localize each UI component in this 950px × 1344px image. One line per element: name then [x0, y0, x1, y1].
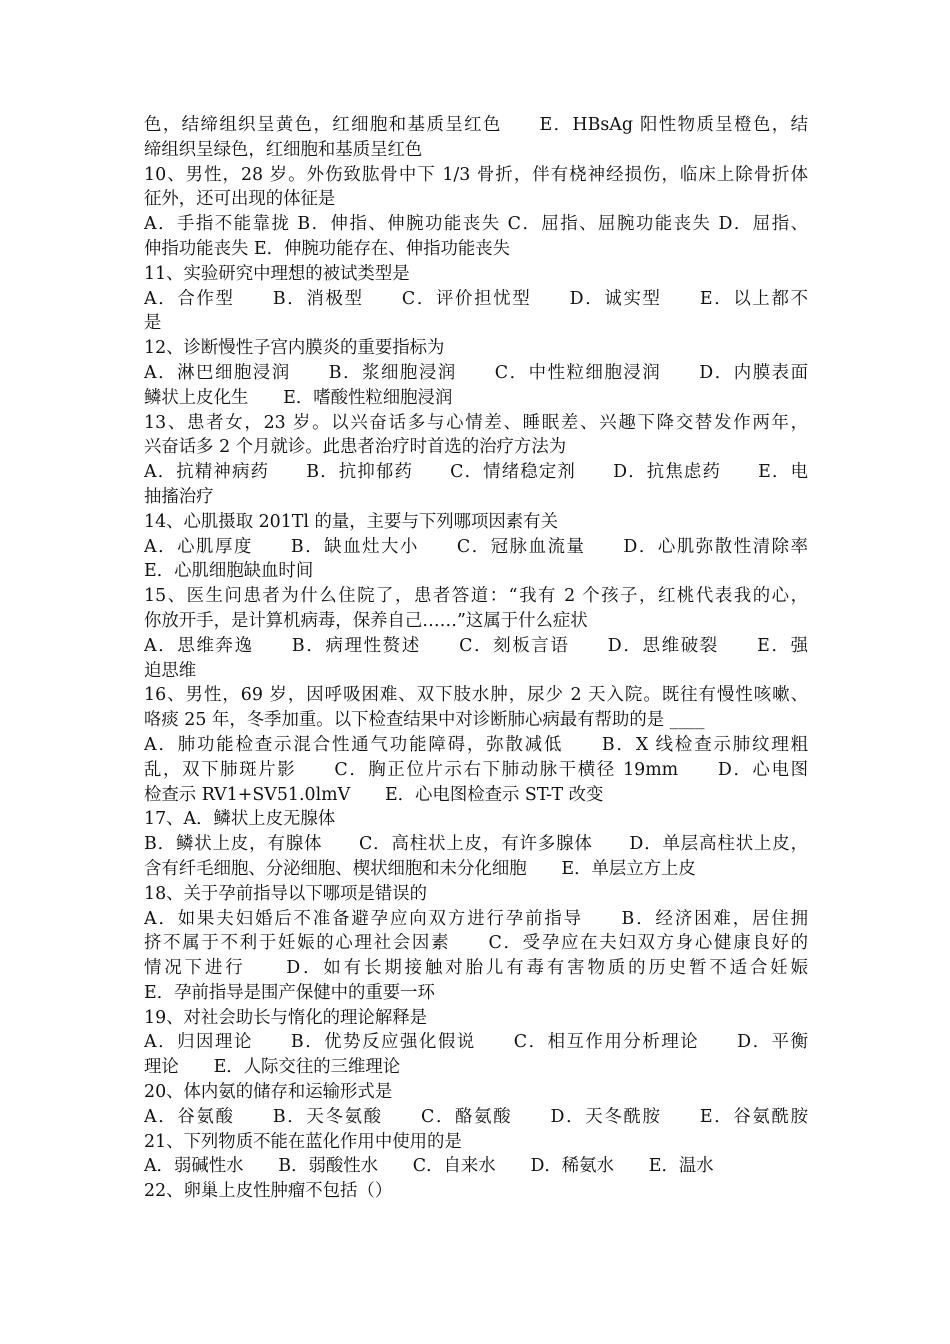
text-line: 乱，双下肺斑片影 C．胸正位片示右下肺动脉干横径 19mm D．心电图: [144, 759, 808, 780]
text-line: 兴奋话多 2 个月就诊。此患者治疗时首选的治疗方法为: [144, 437, 567, 458]
text-line: A．抗精神病药 B．抗抑郁药 C．情绪稳定剂 D．抗焦虑药 E．电: [144, 462, 808, 483]
text-line: 你放开手，是计算机病毒，保养自己……”这属于什么症状: [144, 610, 588, 631]
text-line: 11、实验研究中理想的被试类型是: [144, 263, 410, 284]
text-line: 14、心肌摄取 201Tl 的量，主要与下列哪项因素有关: [144, 511, 558, 532]
text-line: 22、卵巢上皮性肿瘤不包括（）: [144, 1181, 393, 1202]
text-line: 咯痰 25 年，冬季加重。以下检查结果中对诊断肺心病最有帮助的是 ____: [144, 710, 705, 731]
text-line: 17、A．鳞状上皮无腺体: [144, 809, 336, 830]
text-line: E．心肌细胞缺血时间: [144, 561, 314, 582]
text-line: 检查示 RV1+SV51.0lmV E．心电图检查示 ST-T 改变: [144, 784, 604, 805]
text-line: A．归因理论 B．优势反应强化假说 C．相互作用分析理论 D．平衡: [144, 1032, 808, 1053]
text-line: 13、患者女，23 岁。以兴奋话多与心情差、睡眠差、兴趣下降交替发作两年，: [144, 412, 808, 433]
text-line: 19、对社会助长与惰化的理论解释是: [144, 1007, 427, 1028]
text-line: A．思维奔逸 B．病理性赘述 C．刻板言语 D．思维破裂 E．强: [144, 635, 808, 656]
text-line: 15、医生问患者为什么住院了，患者答道：“我有 2 个孩子，红桃代表我的心，: [144, 586, 808, 607]
text-line: 抽搐治疗: [144, 486, 214, 507]
text-line: 10、男性，28 岁。外伤致肱骨中下 1/3 骨折，伴有桡神经损伤，临床上除骨折体: [144, 164, 808, 185]
text-line: 迫思维: [144, 660, 197, 681]
text-line: 12、诊断慢性子宫内膜炎的重要指标为: [144, 338, 445, 359]
text-line: 挤不属于不利于妊娠的心理社会因素 C．受孕应在夫妇双方身心健康良好的: [144, 933, 808, 954]
text-line: A．合作型 B．消极型 C．评价担忧型 D．诚实型 E．以上都不: [144, 288, 808, 309]
text-line: A．手指不能靠拢 B．伸指、伸腕功能丧失 C．屈指、屈腕功能丧失 D．屈指、: [144, 214, 808, 235]
text-line: 征外，还可出现的体征是: [144, 189, 336, 210]
text-line: 色，结缔组织呈黄色，红细胞和基质呈红色 E．HBsAg 阳性物质呈橙色，结: [144, 115, 808, 135]
text-line: 情况下进行 D．如有长期接触对胎儿有毒有害物质的历史暂不适合妊娠: [144, 958, 808, 979]
text-line: 鳞状上皮化生 E．嗜酸性粒细胞浸润: [144, 387, 453, 408]
text-line: 是: [144, 313, 162, 334]
text-line: 伸指功能丧失 E．伸腕功能存在、伸指功能丧失: [144, 238, 511, 259]
document-body: [144, 113, 808, 1204]
text-line: A．肺功能检查示混合性通气功能障碍，弥散减低 B．X 线检查示肺纹理粗: [144, 734, 808, 755]
text-line: 含有纤毛细胞、分泌细胞、楔状细胞和未分化细胞 E．单层立方上皮: [144, 858, 696, 879]
text-line: 理论 E．人际交往的三维理论: [144, 1057, 401, 1078]
text-line: 16、男性，69 岁，因呼吸困难、双下肢水肿，尿少 2 天入院。既往有慢性咳嗽、: [144, 685, 808, 706]
text-line: A．如果夫妇婚后不准备避孕应向双方进行孕前指导 B．经济困难，居住拥: [144, 908, 808, 929]
text-line: 18、关于孕前指导以下哪项是错误的: [144, 883, 427, 904]
text-line: 21、下列物质不能在蓝化作用中使用的是: [144, 1131, 462, 1152]
text-line: B．鳞状上皮，有腺体 C．高柱状上皮，有许多腺体 D．单层高柱状上皮，: [144, 834, 808, 855]
text-line: A．心肌厚度 B．缺血灶大小 C．冠脉血流量 D．心肌弥散性清除率: [144, 536, 808, 557]
text-line: A．谷氨酸 B．天冬氨酸 C．酪氨酸 D．天冬酰胺 E．谷氨酰胺: [144, 1106, 808, 1127]
text-line: 20、体内氨的储存和运输形式是: [144, 1082, 393, 1103]
text-line: E．孕前指导是围产保健中的重要一环: [144, 982, 435, 1003]
text-line: A．淋巴细胞浸润 B．浆细胞浸润 C．中性粒细胞浸润 D．内膜表面: [144, 362, 808, 383]
text-line: A．弱碱性水 B．弱酸性水 C．自来水 D．稀氨水 E．温水: [144, 1156, 714, 1177]
text-line: 缔组织呈绿色，红细胞和基质呈红色: [144, 139, 423, 160]
